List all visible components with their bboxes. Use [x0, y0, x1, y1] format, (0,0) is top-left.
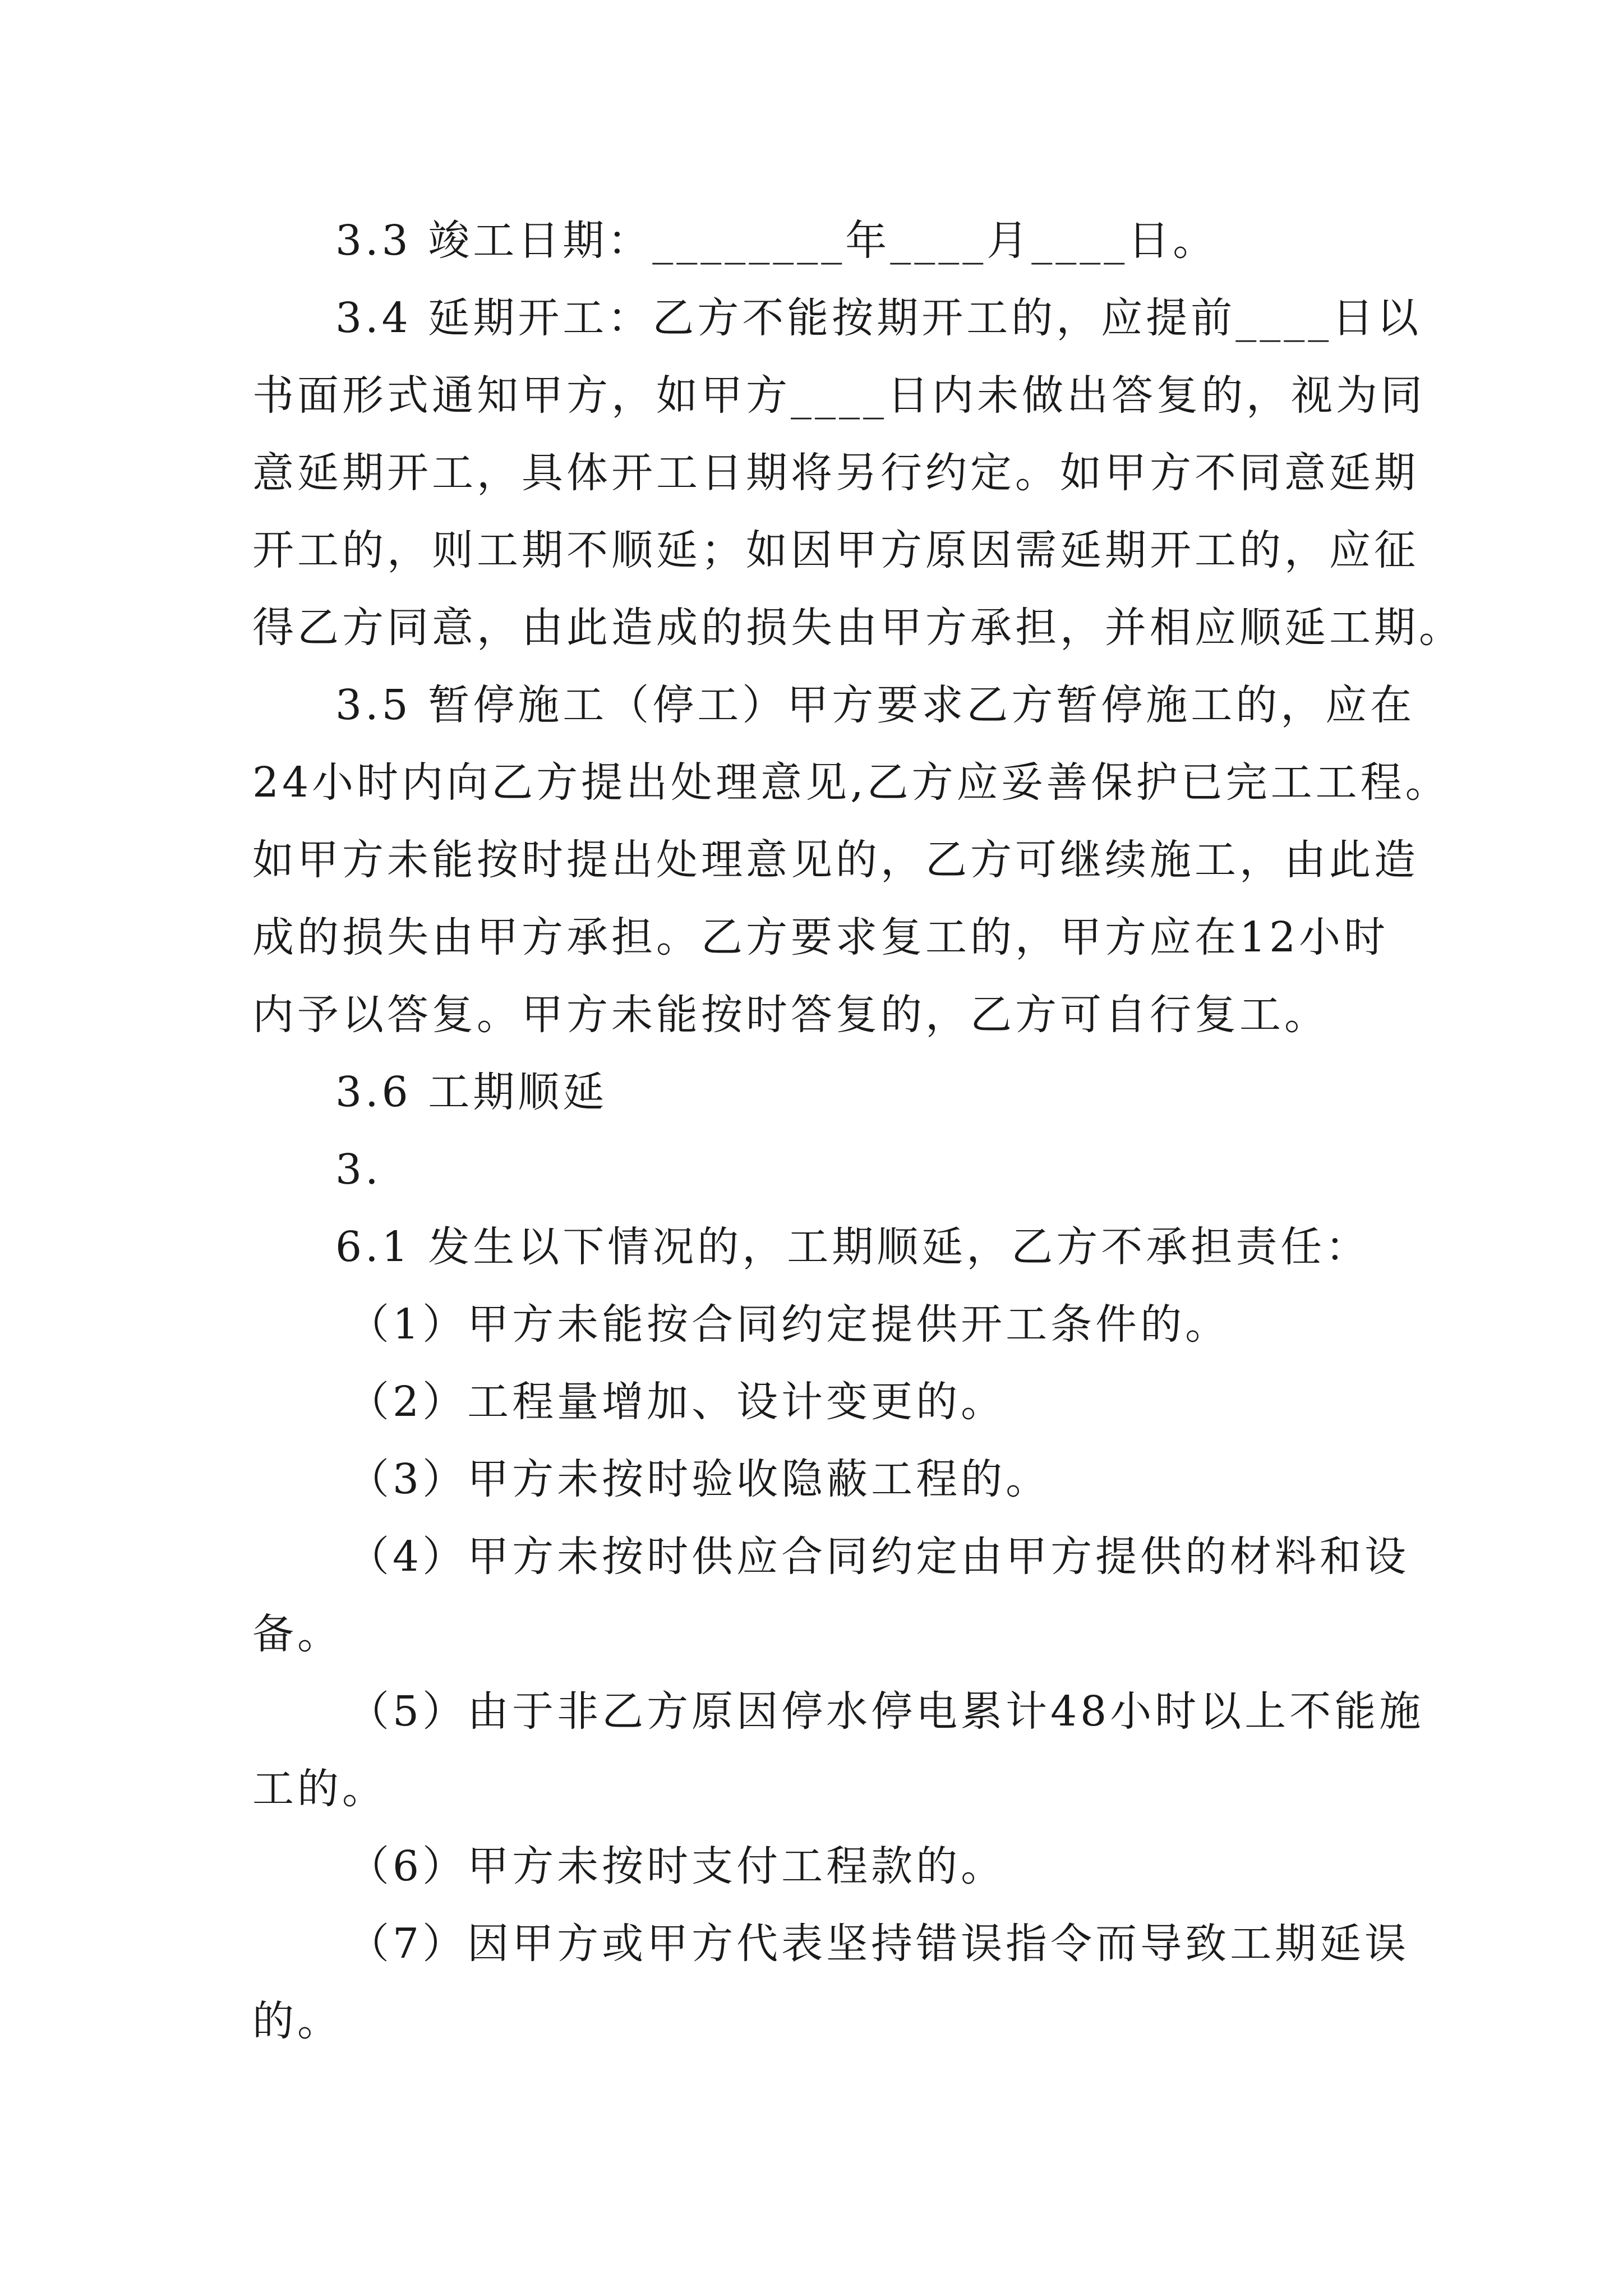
list-item-5-cont: 工的。	[252, 1765, 387, 1813]
line-3-4-cont-3: 开工的，则工期不顺延；如因甲方原因需延期开工的，应征	[252, 526, 1419, 574]
line-3-5-cont-4: 内予以答复。甲方未能按时答复的，乙方可自行复工。	[252, 991, 1329, 1039]
line-3-6: 3.6 工期顺延	[335, 1068, 608, 1116]
document-page	[252, 202, 1464, 2060]
list-item-3: （3）甲方未按时验收隐蔽工程的。	[348, 1455, 1051, 1503]
line-3-dot: 3.	[335, 1145, 382, 1194]
line-3-5-cont-2: 如甲方未能按时提出处理意见的，乙方可继续施工，由此造	[252, 836, 1419, 884]
list-item-1: （1）甲方未能按合同约定提供开工条件的。	[348, 1300, 1230, 1349]
line-3-4: 3.4 延期开工：乙方不能按期开工的，应提前____日以	[335, 294, 1422, 342]
list-item-6: （6）甲方未按时支付工程款的。	[348, 1842, 1006, 1890]
line-3-4-cont-2: 意延期开工，具体开工日期将另行约定。如甲方不同意延期	[252, 449, 1419, 497]
line-6-1: 6.1 发生以下情况的，工期顺延，乙方不承担责任：	[335, 1223, 1371, 1271]
line-3-5-cont-1: 24小时内向乙方提出处理意见,乙方应妥善保护已完工工程。	[252, 758, 1450, 807]
line-3-5: 3.5 暂停施工（停工）甲方要求乙方暂停施工的，应在	[335, 681, 1415, 729]
list-item-4-cont: 备。	[252, 1610, 342, 1658]
line-3-4-cont-4: 得乙方同意，由此造成的损失由甲方承担，并相应顺延工期。	[252, 604, 1464, 652]
list-item-7-cont: 的。	[252, 1997, 342, 2045]
line-3-3: 3.3 竣工日期：________年____月____日。	[335, 217, 1218, 265]
list-item-7: （7）因甲方或甲方代表坚持错误指令而导致工期延误	[348, 1920, 1410, 1968]
line-3-4-cont-1: 书面形式通知甲方，如甲方____日内未做出答复的，视为同	[252, 371, 1426, 420]
list-item-4: （4）甲方未按时供应合同约定由甲方提供的材料和设	[348, 1533, 1410, 1581]
list-item-2: （2）工程量增加、设计变更的。	[348, 1378, 1006, 1426]
line-3-5-cont-3: 成的损失由甲方承担。乙方要求复工的，甲方应在12小时	[252, 913, 1389, 961]
list-item-5: （5）由于非乙方原因停水停电累计48小时以上不能施	[348, 1687, 1424, 1736]
